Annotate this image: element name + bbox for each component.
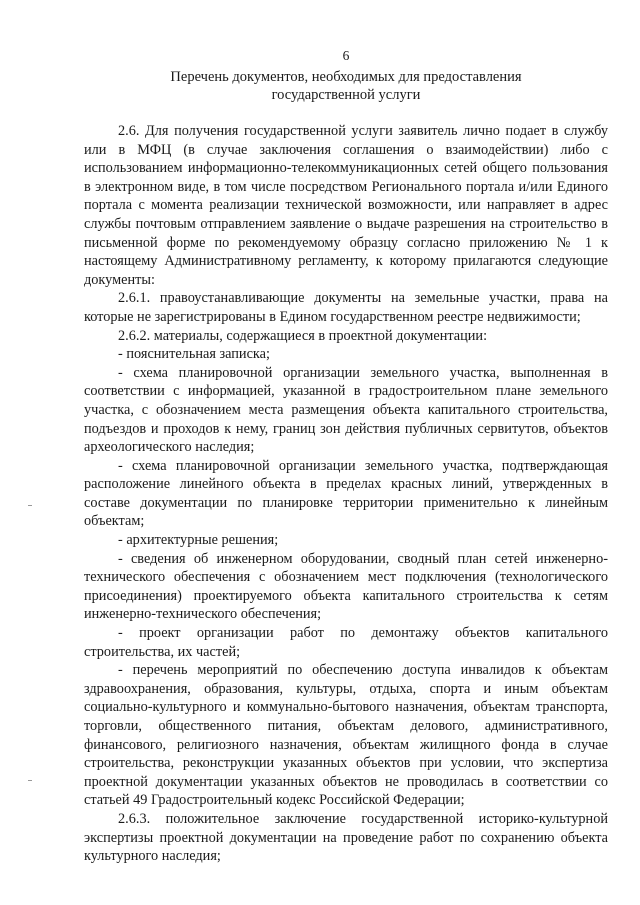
list-item-site-plan: - схема планировочной организации земельного участка, выполненная в соответствии с информацией, указанной в градостроительном плане земельного участка, с обозначением места размещения объекта капитального строительства, подъездов и проходов к нему, границ зон действия публичных сервитутов, объектов археологического наследия;	[84, 364, 608, 456]
paragraph-2-6-2: 2.6.2. материалы, содержащиеся в проектной документации:	[118, 327, 488, 344]
section-heading	[84, 68, 608, 104]
paragraph-2-6-1: 2.6.1. правоустанавливающие документы на земельные участки, права на которые не зарегистрированы в Едином государственном реестре недвижимости;	[84, 290, 608, 325]
section-heading-line-2: государственной услуги	[271, 87, 421, 103]
list-item-engineering-equipment: - сведения об инженерном оборудовании, сводный план сетей инженерно-технического обеспечения с обозначением мест подключения (технологического присоединения) проектируемого объекта капитального строительства к сетям инженерно-технического обеспечения;	[84, 550, 608, 623]
paragraph-2-6-3: 2.6.3. положительное заключение государственной историко-культурной экспертизы проектной документации на проведение работ по сохранению объекта культурного наследия;	[84, 810, 608, 865]
list-item-linear-object-plan: - схема планировочной организации земельного участка, подтверждающая расположение линейного объекта в пределах красных линий, утвержденных в составе документации по планировке территории применительно к линейным объектам;	[84, 457, 608, 530]
scan-margin-mark	[28, 780, 32, 781]
list-item-accessibility-measures: - перечень мероприятий по обеспечению доступа инвалидов к объектам здравоохранения, образования, культуры, отдыха, спорта и иным объектам социально-культурного и коммунально-бытового назначения, объектам транспорта, торговли, общественного питания, объектам делового, административного, финансового, религиозного назначения, объектам жилищного фонда в случае строительства, реконструкции указанных объектов при условии, что экспертиза проектной документации указанных объектов не проводилась в соответствии со статьей 49 Градостроительный кодекс Российской Федерации;	[84, 662, 608, 809]
section-heading-line-1: Перечень документов, необходимых для предоставления	[170, 69, 522, 85]
document-body	[84, 122, 608, 866]
paragraph-2-6: 2.6. Для получения государственной услуги заявитель лично подает в службу или в МФЦ (в случае заключения соглашения о взаимодействии) либо с использованием информационно-телекоммуникационных сетей общего пользования в электронном виде, в том числе посредством Регионального портала и/или Единого портала с момента реализации технической возможности, или направляет в адрес службы почтовым отправлением заявление о выдаче разрешения на строительство в письменной форме по рекомендуемому образцу согласно приложению № 1 к настоящему Административному регламенту, к которому прилагаются следующие документы:	[84, 123, 608, 288]
list-item-demolition-project: - проект организации работ по демонтажу объектов капитального строительства, их частей;	[84, 625, 608, 660]
list-item-architectural-solutions: - архитектурные решения;	[118, 532, 279, 549]
page-number: 6	[342, 48, 350, 63]
list-item-explanatory-note: - пояснительная записка;	[118, 346, 270, 363]
scan-margin-mark	[28, 505, 32, 506]
